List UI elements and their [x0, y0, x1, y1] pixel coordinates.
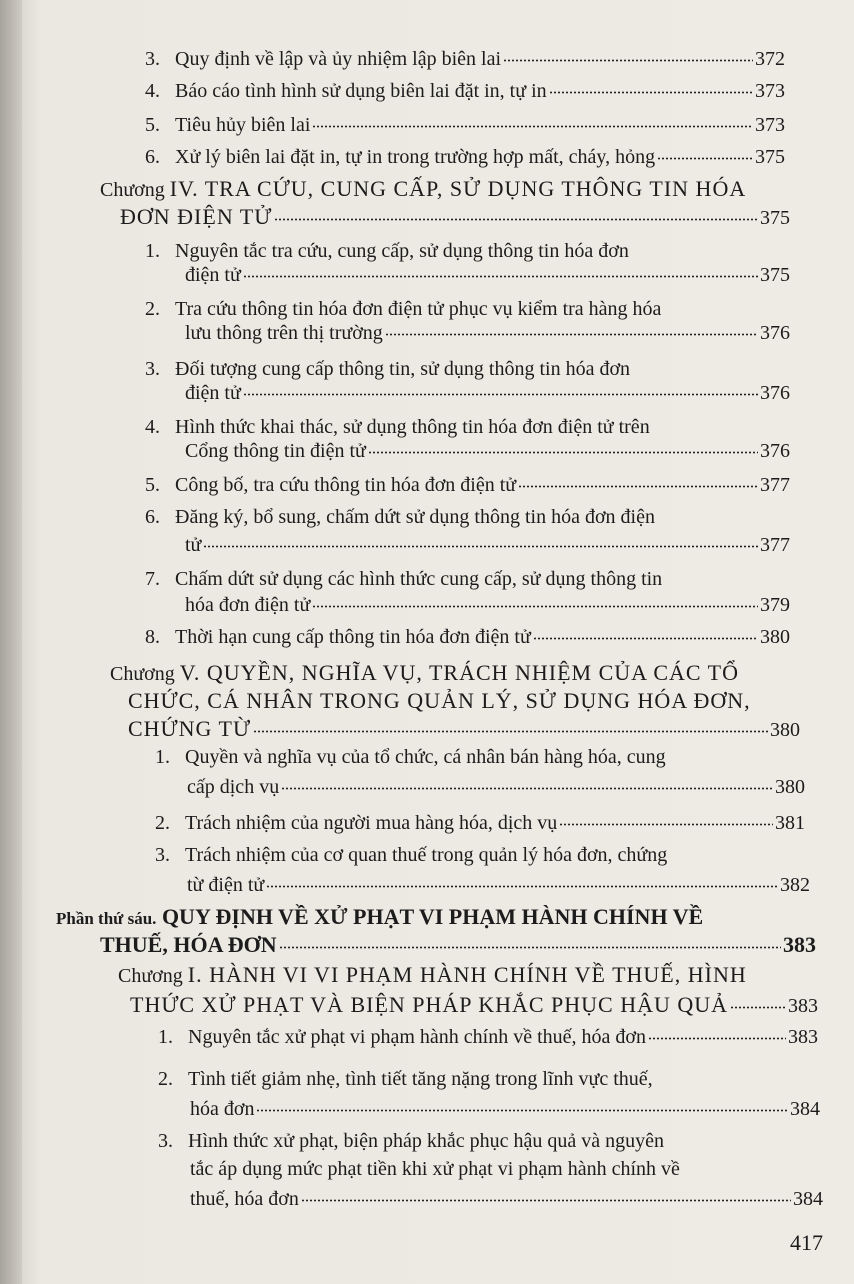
toc-item-title: Cổng thông tin điện tử [185, 440, 366, 462]
toc-chapter-title: V. QUYỀN, NGHĨA VỤ, TRÁCH NHIỆM CỦA CÁC TỔ [179, 660, 740, 685]
dot-leader [203, 545, 758, 548]
toc-item-title: Tra cứu thông tin hóa đơn điện tử phục vụ kiểm tra hàng hóa [175, 298, 662, 320]
toc-item-title: từ điện tử [187, 874, 265, 896]
dot-leader [279, 946, 781, 949]
page-number: 417 [790, 1230, 823, 1255]
toc-page-number: 376 [760, 322, 790, 344]
toc-item-number: 1. [145, 240, 160, 262]
toc-item-number: 3. [155, 844, 170, 866]
dot-leader [385, 333, 758, 336]
toc-item-title: Trách nhiệm của cơ quan thuế trong quản lý hóa đơn, chứng [185, 844, 668, 866]
toc-page-number: 375 [760, 207, 790, 229]
toc-item-number: 6. [145, 506, 160, 528]
toc-page-number: 384 [790, 1098, 820, 1120]
toc-page-number: 380 [760, 626, 790, 648]
toc-page-number: 376 [760, 382, 790, 404]
toc-item-number: 8. [145, 626, 160, 648]
toc-item-title: Tiêu hủy biên lai [175, 114, 311, 136]
toc-item-number: 5. [145, 114, 160, 136]
toc-part-title: QUY ĐỊNH VỀ XỬ PHẠT VI PHẠM HÀNH CHÍNH VỀ [161, 904, 704, 929]
toc-item-title: Trách nhiệm của người mua hàng hóa, dịch vụ [185, 812, 558, 834]
toc-chapter-title: CHỨC, CÁ NHÂN TRONG QUẢN LÝ, SỬ DỤNG HÓA ĐƠN, [128, 688, 751, 713]
dot-leader [559, 823, 773, 826]
toc-page-number: 373 [755, 114, 785, 136]
toc-item-title: Đăng ký, bổ sung, chấm dứt sử dụng thông tin hóa đơn điện [175, 506, 655, 528]
dot-leader [657, 157, 753, 160]
toc-item-title: điện tử [185, 382, 241, 404]
toc-page-number: 379 [760, 594, 790, 616]
toc-page-number: 376 [760, 440, 790, 462]
dot-leader [730, 1006, 786, 1009]
toc-item-title: hóa đơn [190, 1098, 255, 1120]
dot-leader [256, 1109, 788, 1112]
dot-leader [243, 275, 758, 278]
toc-item-number: 2. [145, 298, 160, 320]
toc-item-number: 4. [145, 80, 160, 102]
toc-page-number: 375 [760, 264, 790, 286]
toc-item-number: 1. [155, 746, 170, 768]
toc-item-title: Nguyên tắc xử phạt vi phạm hành chính về thuế, hóa đơn [188, 1026, 646, 1048]
toc-chapter-title: IV. TRA CỨU, CUNG CẤP, SỬ DỤNG THÔNG TIN HÓA [169, 176, 747, 201]
toc-item-title: cấp dịch vụ [187, 776, 280, 798]
toc-page-number: 383 [788, 995, 818, 1017]
toc-item-title: Thời hạn cung cấp thông tin hóa đơn điện tử [175, 626, 531, 648]
toc-item-title: Hình thức khai thác, sử dụng thông tin hóa đơn điện tử trên [175, 416, 650, 438]
toc-page-number: 380 [775, 776, 805, 798]
toc-page-number: 384 [793, 1188, 823, 1210]
toc-item-title: Xử lý biên lai đặt in, tự in trong trường hợp mất, cháy, hỏng [175, 146, 656, 168]
toc-page-number: 377 [760, 474, 790, 496]
toc-page-number: 372 [755, 48, 785, 70]
toc-chapter-prefix: Chương [100, 179, 165, 201]
dot-leader [368, 451, 758, 454]
toc-item-number: 5. [145, 474, 160, 496]
dot-leader [518, 485, 758, 488]
toc-page-number: 383 [788, 1026, 818, 1048]
toc-item-title: tắc áp dụng mức phạt tiền khi xử phạt vi phạm hành chính về [190, 1158, 680, 1180]
toc-item-title: Quyền và nghĩa vụ của tổ chức, cá nhân bán hàng hóa, cung [185, 746, 666, 768]
dot-leader [312, 605, 758, 608]
toc-page-number: 381 [775, 812, 805, 834]
toc-chapter-prefix: Chương [110, 663, 175, 685]
toc-item-title: Công bố, tra cứu thông tin hóa đơn điện tử [175, 474, 517, 496]
dot-leader [301, 1199, 791, 1202]
toc-item-number: 2. [158, 1068, 173, 1090]
toc-chapter-prefix: Chương [118, 965, 183, 987]
toc-item-number: 3. [158, 1130, 173, 1152]
toc-chapter-title: CHỨNG TỪ [128, 716, 252, 741]
dot-leader [312, 125, 753, 128]
toc-page-number: 373 [755, 80, 785, 102]
toc-item-number: 3. [145, 48, 160, 70]
toc-item-title: Quy định về lập và ủy nhiệm lập biên lai [175, 48, 502, 70]
toc-page-number: 375 [755, 146, 785, 168]
toc-page-number: 382 [780, 874, 810, 896]
toc-item-title: hóa đơn điện tử [185, 594, 311, 616]
toc-part-title: THUẾ, HÓA ĐƠN [100, 932, 277, 957]
toc-item-title: Chấm dứt sử dụng các hình thức cung cấp, sử dụng thông tin [175, 568, 663, 590]
toc-page-number: 380 [770, 719, 800, 741]
toc-chapter-title: THỨC XỬ PHẠT VÀ BIỆN PHÁP KHẮC PHỤC HẬU QUẢ [130, 992, 729, 1017]
toc-page-number: 377 [760, 534, 790, 556]
toc-item-title: Đối tượng cung cấp thông tin, sử dụng thông tin hóa đơn [175, 358, 631, 380]
toc-part-prefix: Phần thứ sáu. [56, 909, 157, 928]
dot-leader [533, 637, 758, 640]
toc-page-number: 383 [783, 932, 816, 957]
toc-item-title: Nguyên tắc tra cứu, cung cấp, sử dụng thông tin hóa đơn [175, 240, 629, 262]
toc-item-title: tử [185, 534, 202, 556]
toc-item-title: lưu thông trên thị trường [185, 322, 383, 344]
dot-leader [648, 1037, 786, 1040]
dot-leader [266, 885, 778, 888]
toc-item-number: 6. [145, 146, 160, 168]
toc-item-title: thuế, hóa đơn [190, 1188, 299, 1210]
toc-chapter-title: ĐƠN ĐIỆN TỬ [120, 204, 273, 229]
toc-item-title: Hình thức xử phạt, biện pháp khắc phục hậu quả và nguyên [188, 1130, 664, 1152]
toc-item-number: 3. [145, 358, 160, 380]
dot-leader [253, 730, 768, 733]
toc-chapter-title: I. HÀNH VI VI PHẠM HÀNH CHÍNH VỀ THUẾ, HÌNH [187, 962, 747, 987]
toc-item-number: 7. [145, 568, 160, 590]
dot-leader [549, 91, 753, 94]
toc-item-number: 4. [145, 416, 160, 438]
dot-leader [274, 218, 758, 221]
dot-leader [503, 59, 753, 62]
dot-leader [281, 787, 773, 790]
toc-item-number: 1. [158, 1026, 173, 1048]
toc-item-title: Tình tiết giảm nhẹ, tình tiết tăng nặng trong lĩnh vực thuế, [188, 1068, 653, 1090]
toc-item-title: điện tử [185, 264, 241, 286]
toc-item-title: Báo cáo tình hình sử dụng biên lai đặt in, tự in [175, 80, 547, 102]
toc-item-number: 2. [155, 812, 170, 834]
dot-leader [243, 393, 758, 396]
